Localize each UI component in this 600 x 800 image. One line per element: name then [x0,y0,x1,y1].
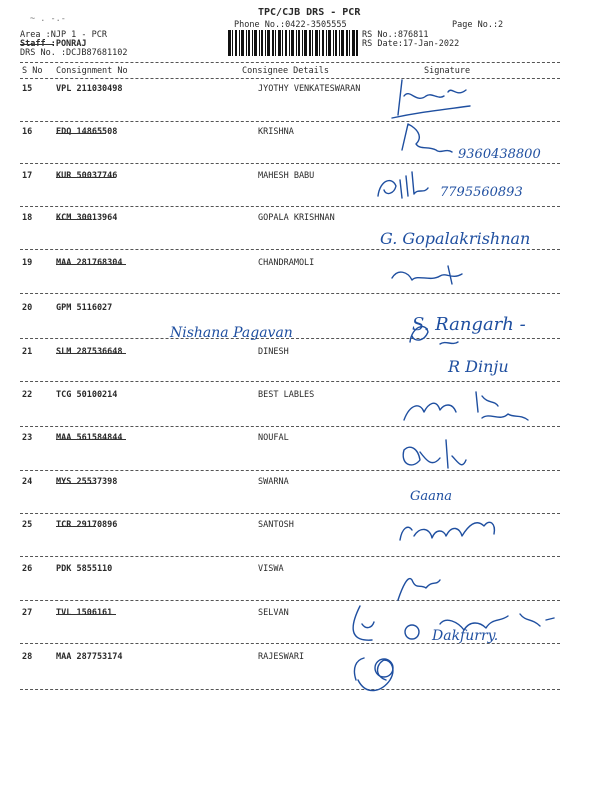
row-sno: 21 [22,347,33,357]
handwritten-phone-16: 9360438800 [458,147,541,162]
page-number: Page No.:2 [452,20,504,30]
signature-stroke [398,80,466,115]
rs-number: RS No.:876811 [362,30,429,40]
signature-stroke [402,124,452,152]
row-sno: 24 [22,477,33,487]
signature-stroke [392,266,462,284]
row-consignee: SANTOSH [258,520,294,530]
row-consignment: KUR 50037746 [56,171,118,181]
row-consignee: JYOTHY VENKATESWARAN [258,84,361,94]
handwritten-phone-17: 7795560893 [440,185,523,200]
row-consignee: KRISHNA [258,127,294,137]
handwritten-sig-27: Dakfurry. [432,628,499,644]
row-sno: 18 [22,213,33,223]
row-sno: 28 [22,652,33,662]
signature-stroke [400,522,494,540]
row-consignment: EDQ 14865508 [56,127,118,137]
row-sno: 20 [22,303,33,313]
row-consignee: NOUFAL [258,433,289,443]
row-sno: 25 [22,520,33,530]
signature-stroke [354,658,392,691]
row-sno: 22 [22,390,33,400]
row-consignment: TCG 50100214 [56,390,118,400]
row-sno: 16 [22,127,33,137]
row-sno: 15 [22,84,33,94]
signature-stroke [482,414,528,420]
row-consignment: TVL 1506161 [56,608,113,618]
row-consignee: SWARNA [258,477,289,487]
col-header-consignee: Consignee Details [242,66,329,76]
row-consignment: MAA 561584844 [56,433,123,443]
col-header-signature: Signature [424,66,471,76]
row-consignee: RAJESWARI [258,652,305,662]
row-consignee: GOPALA KRISHNAN [258,213,335,223]
row-sno: 27 [22,608,33,618]
row-consignment: KCM 30013964 [56,213,118,223]
row-consignment: PDK 5855110 [56,564,113,574]
area-label: Area :NJP 1 - PCR [20,30,107,40]
row-consignment: VPL 211030498 [56,84,123,94]
row-consignee: DINESH [258,347,289,357]
row-consignment: MYS 25537398 [56,477,118,487]
handwritten-name-18: G. Gopalakrishnan [380,229,531,248]
row-consignment: MAA 287753174 [56,652,123,662]
row-sno: 19 [22,258,33,268]
row-consignment: SLM 287536648 [56,347,123,357]
drs-number: DRS No. :DCJB87681102 [20,48,128,58]
corner-mark: ~ . -.- [30,14,66,24]
signature-stroke [405,625,419,639]
signature-stroke [353,606,374,640]
row-consignment: GPM 5116027 [56,303,113,313]
handwritten-name-20-left: Nishana Pagavan [170,325,293,341]
row-consignee: MAHESH BABU [258,171,315,181]
row-consignee: VISWA [258,564,284,574]
rs-date: RS Date:17-Jan-2022 [362,39,460,49]
row-consignment: TCR 29170896 [56,520,118,530]
signature-stroke [392,106,470,118]
handwritten-sig-21: R Dinju [448,357,509,376]
col-header-consignment: Consignment No [56,66,128,76]
handwritten-sig-24: Gaana [410,489,453,504]
row-consignee: BEST LABLES [258,390,315,400]
signature-stroke [403,440,466,468]
col-header-sno: S No [22,66,43,76]
row-consignment: MAA 281768304 [56,258,123,268]
sheet-title: TPC/CJB DRS - PCR [258,7,361,18]
phone-number: Phone No.:0422-3505555 [234,20,347,30]
signature-stroke [378,172,428,198]
row-sno: 23 [22,433,33,443]
signature-stroke [404,392,498,420]
signature-stroke [398,579,440,600]
row-consignee: SELVAN [258,608,289,618]
row-sno: 17 [22,171,33,181]
staff-label: Staff :PONRAJ [20,39,87,49]
handwritten-name-20-right: S. Rangarh - [412,314,526,335]
row-consignee: CHANDRAMOLI [258,258,315,268]
row-sno: 26 [22,564,33,574]
